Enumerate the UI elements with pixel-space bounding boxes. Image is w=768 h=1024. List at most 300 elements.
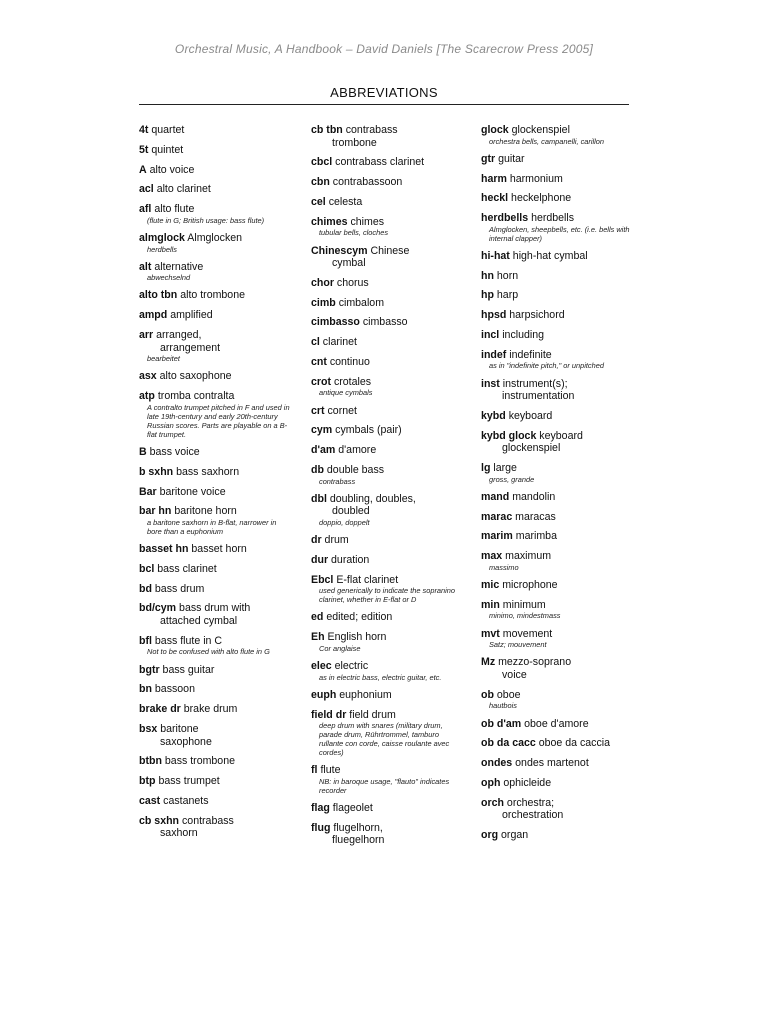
abbreviation-entry — [481, 599, 633, 621]
abbreviation-entry — [481, 757, 633, 770]
abbreviation-definition: brake drum — [183, 703, 238, 716]
abbreviation-term: incl — [481, 329, 500, 342]
entry-line — [139, 543, 291, 556]
usage-note: abwechselnd — [147, 273, 191, 283]
abbreviation-definition: microphone — [502, 579, 558, 592]
abbreviation-definition: glockenspiel — [511, 124, 570, 136]
abbreviation-entry — [311, 336, 463, 349]
definition-continuation: instrumentation — [502, 390, 575, 403]
entry-line — [139, 124, 291, 137]
abbreviation-entry — [311, 176, 463, 189]
entry-line — [481, 124, 633, 137]
abbreviation-term: cast — [139, 794, 161, 807]
usage-note: orchestra bells, campanelli, carillon — [489, 136, 605, 146]
entry-line — [311, 554, 463, 567]
abbreviation-entry — [311, 277, 463, 290]
abbreviation-term: bcl — [139, 562, 155, 575]
abbreviation-entry — [481, 124, 633, 146]
abbreviation-entry — [481, 689, 633, 711]
abbreviation-term: elec — [311, 659, 332, 672]
abbreviation-entry — [311, 709, 463, 758]
abbreviation-entry — [311, 493, 463, 527]
entry-line — [481, 270, 633, 283]
abbreviation-definition: keyboard — [508, 409, 553, 422]
abbreviation-definition: flageolet — [332, 802, 373, 815]
abbreviation-term: b sxhn — [139, 465, 174, 478]
abbreviation-term: dr — [311, 534, 322, 547]
abbreviation-definition: alto clarinet — [156, 183, 211, 196]
abbreviation-term: gtr — [481, 152, 496, 165]
entry-line — [311, 277, 463, 290]
abbreviation-entry — [311, 316, 463, 329]
abbreviation-definition: field drum — [349, 708, 396, 721]
abbreviation-term: euph — [311, 688, 337, 701]
entry-line — [139, 289, 291, 302]
abbreviation-term: crot — [311, 375, 332, 388]
entry-line — [311, 802, 463, 815]
abbreviation-definition: bass drum — [154, 582, 205, 595]
abbreviation-definition: harp — [496, 289, 519, 302]
abbreviation-definition: indefinite — [509, 348, 552, 361]
abbreviation-definition: mezzo-soprano — [498, 656, 572, 669]
entry-line — [481, 250, 633, 263]
abbreviation-entry — [311, 245, 463, 270]
abbreviation-term: mvt — [481, 627, 500, 640]
abbreviation-definition: guitar — [498, 152, 525, 165]
abbreviation-entry — [311, 156, 463, 169]
abbreviation-entry — [481, 153, 633, 166]
abbreviation-term: hp — [481, 289, 494, 302]
abbreviation-term: bar hn — [139, 505, 172, 518]
entry-line — [481, 718, 633, 731]
abbreviation-entry — [139, 232, 291, 254]
abbreviation-definition: castanets — [163, 794, 209, 807]
abbreviation-entry — [139, 144, 291, 157]
abbreviation-entry — [139, 635, 291, 657]
abbreviation-entry — [139, 289, 291, 302]
abbreviation-column-2 — [311, 124, 463, 854]
entry-line — [311, 689, 463, 702]
abbreviation-definition: heckelphone — [511, 192, 572, 205]
abbreviation-definition: horn — [496, 269, 519, 282]
abbreviation-entry — [139, 124, 291, 137]
abbreviation-entry — [311, 444, 463, 457]
abbreviation-entry — [481, 579, 633, 592]
abbreviation-definition: English horn — [327, 631, 387, 644]
abbreviation-definition: double bass — [326, 463, 385, 476]
abbreviation-entry — [311, 124, 463, 149]
abbreviation-term: db — [311, 463, 324, 476]
abbreviation-definition: including — [502, 329, 545, 342]
abbreviation-term: kybd — [481, 409, 506, 422]
abbreviation-entry — [481, 270, 633, 283]
abbreviation-entry — [139, 775, 291, 788]
abbreviation-term: Mz — [481, 656, 496, 669]
abbreviation-entry — [139, 755, 291, 768]
abbreviation-term: bsx — [139, 722, 158, 735]
abbreviation-term: btbn — [139, 755, 162, 768]
page-title: ABBREVIATIONS — [330, 85, 438, 100]
entry-line — [481, 430, 633, 443]
abbreviation-definition: amplified — [170, 309, 213, 322]
abbreviation-entry — [481, 329, 633, 342]
usage-note: Almglocken, sheepbells, etc. (i.e. bells with internal clapper) — [489, 224, 630, 243]
usage-note: as in electric bass, electric guitar, etc. — [319, 672, 442, 682]
entry-line — [481, 599, 633, 612]
abbreviation-term: marac — [481, 510, 513, 523]
entry-line — [139, 815, 291, 828]
abbreviation-term: bgtr — [139, 663, 160, 676]
abbreviation-term: A — [139, 163, 147, 176]
abbreviation-definition: alto saxophone — [159, 370, 232, 383]
entry-line — [311, 444, 463, 457]
abbreviation-entry — [481, 628, 633, 650]
abbreviation-term: hi-hat — [481, 249, 510, 262]
abbreviation-entry — [481, 289, 633, 302]
entry-line — [139, 309, 291, 322]
abbreviation-term: afl — [139, 203, 152, 216]
abbreviation-entry — [481, 173, 633, 186]
abbreviation-definition: contrabassoon — [332, 176, 403, 189]
entry-line — [139, 486, 291, 499]
abbreviation-entry — [311, 631, 463, 653]
abbreviation-definition: alto voice — [149, 163, 195, 176]
abbreviation-definition: d'amore — [338, 444, 377, 457]
abbreviation-definition: minimum — [502, 598, 546, 611]
abbreviation-term: asx — [139, 370, 157, 383]
abbreviation-entry — [139, 664, 291, 677]
abbreviation-definition: harpsichord — [509, 309, 565, 322]
abbreviation-entry — [481, 737, 633, 750]
abbreviation-definition: euphonium — [339, 688, 392, 701]
abbreviation-definition: E-flat clarinet — [336, 573, 399, 586]
abbreviation-entry — [139, 329, 291, 363]
usage-note: Cor anglaise — [319, 643, 361, 653]
entry-line — [139, 183, 291, 196]
entry-line — [311, 216, 463, 229]
abbreviation-term: Bar — [139, 485, 157, 498]
abbreviation-definition: crotales — [333, 375, 372, 388]
abbreviation-definition: bass trombone — [164, 755, 235, 768]
abbreviation-entry — [311, 611, 463, 624]
abbreviation-entry — [139, 370, 291, 383]
abbreviation-entry — [139, 723, 291, 748]
entry-line — [311, 660, 463, 673]
abbreviation-definition: maximum — [505, 550, 552, 563]
abbreviation-entry — [311, 534, 463, 547]
abbreviation-definition: electric — [334, 659, 369, 672]
abbreviation-term: cym — [311, 424, 333, 437]
definition-continuation: fluegelhorn — [332, 834, 385, 847]
definition-continuation: orchestration — [502, 809, 564, 822]
abbreviation-definition: instrument(s); — [502, 377, 568, 390]
abbreviation-definition: contrabass clarinet — [335, 156, 425, 169]
abbreviation-definition: oboe da caccia — [538, 737, 610, 750]
abbreviation-entry — [139, 183, 291, 196]
usage-note: herdbells — [147, 244, 177, 254]
abbreviation-term: indef — [481, 348, 507, 361]
abbreviation-entry — [139, 543, 291, 556]
abbreviation-term: ob — [481, 688, 494, 701]
abbreviation-entry — [481, 309, 633, 322]
abbreviation-entry — [311, 464, 463, 486]
entry-line — [311, 124, 463, 137]
abbreviation-definition: basset horn — [191, 543, 247, 556]
abbreviation-term: ondes — [481, 757, 513, 770]
abbreviation-definition: herdbells — [531, 212, 575, 225]
abbreviation-definition: tromba contralta — [157, 390, 235, 403]
usage-note: contrabass — [319, 476, 356, 486]
usage-note: Satz; mouvement — [489, 640, 547, 650]
entry-line — [139, 795, 291, 808]
abbreviation-term: 4t — [139, 124, 149, 136]
entry-line — [481, 192, 633, 205]
usage-note: Not to be confused with alto flute in G — [147, 647, 270, 657]
definition-continuation: arrangement — [160, 341, 221, 354]
abbreviation-definition: duration — [331, 553, 370, 566]
abbreviation-term: oph — [481, 776, 501, 789]
abbreviation-term: cimb — [311, 296, 336, 309]
abbreviation-entry — [481, 491, 633, 504]
entry-line — [311, 764, 463, 777]
abbreviation-definition: flute — [320, 764, 341, 777]
entry-line — [311, 405, 463, 418]
abbreviation-term: ed — [311, 611, 324, 624]
entry-line — [481, 530, 633, 543]
abbreviation-entry — [139, 164, 291, 177]
entry-line — [139, 505, 291, 518]
entry-line — [481, 737, 633, 750]
abbreviation-entry — [311, 822, 463, 847]
usage-note: bearbeitet — [147, 354, 180, 364]
entry-line — [139, 390, 291, 403]
abbreviation-definition: edited; edition — [326, 611, 393, 624]
entry-line — [311, 245, 463, 258]
entry-line — [481, 829, 633, 842]
entry-line — [481, 309, 633, 322]
entry-line — [311, 822, 463, 835]
entry-line — [139, 232, 291, 245]
abbreviation-definition: quartet — [151, 124, 185, 136]
abbreviation-term: ob da cacc — [481, 737, 536, 750]
abbreviation-term: almglock — [139, 231, 185, 244]
abbreviation-term: cb tbn — [311, 124, 343, 136]
entry-line — [481, 349, 633, 362]
abbreviation-term: crt — [311, 404, 325, 417]
definition-continuation: doubled — [332, 505, 370, 518]
definition-continuation: cymbal — [332, 257, 366, 270]
abbreviation-definition: bass drum with — [179, 602, 251, 615]
abbreviation-entry — [139, 602, 291, 627]
abbreviation-term: bn — [139, 683, 152, 696]
abbreviation-definition: bass voice — [149, 445, 200, 458]
entry-line — [311, 424, 463, 437]
entry-line — [311, 316, 463, 329]
abbreviation-entry — [311, 405, 463, 418]
entry-line — [481, 212, 633, 225]
title-rule — [139, 104, 629, 105]
abbreviation-term: bd/cym — [139, 602, 177, 615]
abbreviation-definition: ophicleide — [503, 776, 552, 789]
abbreviation-term: alt — [139, 260, 152, 273]
abbreviation-term: fl — [311, 764, 318, 777]
abbreviation-entry — [139, 563, 291, 576]
abbreviation-term: bd — [139, 582, 152, 595]
abbreviation-term: hpsd — [481, 309, 507, 322]
abbreviation-definition: quintet — [151, 143, 184, 156]
entry-line — [481, 628, 633, 641]
entry-line — [481, 757, 633, 770]
entry-line — [311, 534, 463, 547]
abbreviation-entry — [139, 446, 291, 459]
abbreviation-definition: cimbasso — [362, 316, 408, 329]
entry-line — [139, 723, 291, 736]
abbreviation-entry — [139, 390, 291, 439]
usage-note: NB: in baroque usage, "flauto" indicates recorder — [319, 776, 450, 795]
usage-note: minimo, mindestmass — [489, 611, 561, 621]
entry-line — [139, 164, 291, 177]
entry-line — [311, 611, 463, 624]
abbreviation-term: Ebcl — [311, 573, 334, 586]
abbreviation-entry — [481, 511, 633, 524]
abbreviation-entry — [311, 376, 463, 398]
abbreviation-definition: movement — [502, 627, 553, 640]
usage-note: hautbois — [489, 701, 517, 711]
definition-continuation: glockenspiel — [502, 442, 561, 455]
abbreviation-term: brake dr — [139, 703, 181, 716]
entry-line — [311, 336, 463, 349]
entry-line — [311, 196, 463, 209]
abbreviation-entry — [311, 574, 463, 605]
abbreviation-entry — [481, 777, 633, 790]
abbreviation-entry — [139, 309, 291, 322]
entry-line — [139, 683, 291, 696]
entry-line — [481, 289, 633, 302]
abbreviation-definition: baritone horn — [174, 505, 237, 518]
entry-line — [481, 656, 633, 669]
usage-note: as in "indefinite pitch," or unpitched — [489, 361, 604, 371]
entry-line — [481, 378, 633, 391]
abbreviation-definition: high-hat cymbal — [512, 249, 588, 262]
entry-line — [481, 579, 633, 592]
entry-line — [311, 297, 463, 310]
abbreviation-entry — [481, 462, 633, 484]
abbreviation-definition: continuo — [329, 356, 370, 368]
abbreviation-definition: bass trumpet — [158, 775, 220, 788]
abbreviation-entry — [139, 466, 291, 479]
entry-line — [481, 462, 633, 475]
entry-line — [139, 583, 291, 596]
abbreviation-definition: alto flute — [154, 203, 195, 216]
abbreviation-definition: Chinese — [370, 244, 410, 257]
entry-line — [481, 153, 633, 166]
abbreviation-entry — [139, 683, 291, 696]
usage-note: used generically to indicate the sopranino clarinet, whether in E-flat or D — [319, 586, 455, 605]
entry-line — [481, 491, 633, 504]
abbreviation-term: d'am — [311, 444, 336, 457]
abbreviation-definition: ondes martenot — [515, 757, 589, 770]
abbreviation-term: hn — [481, 269, 494, 282]
abbreviation-entry — [139, 505, 291, 536]
abbreviation-term: cb sxhn — [139, 814, 180, 827]
abbreviation-entry — [311, 689, 463, 702]
entry-line — [481, 797, 633, 810]
abbreviation-term: acl — [139, 183, 154, 196]
abbreviation-entry — [311, 802, 463, 815]
entry-line — [481, 511, 633, 524]
abbreviation-definition: harmonium — [509, 172, 563, 185]
usage-note: A contralto trumpet pitched in F and used in late 19th-century and early 20th-century Russian scores. Parts are playable on a B-flat trumpet. — [147, 402, 290, 439]
abbreviation-term: min — [481, 598, 500, 611]
abbreviation-entry — [481, 192, 633, 205]
entry-line — [139, 635, 291, 648]
definition-continuation: trombone — [332, 136, 377, 149]
abbreviation-column-3 — [481, 124, 633, 849]
abbreviation-entry — [139, 703, 291, 716]
abbreviation-definition: maracas — [515, 510, 556, 523]
abbreviation-definition: baritone — [160, 722, 199, 735]
abbreviation-term: cbcl — [311, 156, 333, 169]
abbreviation-entry — [481, 410, 633, 423]
abbreviation-definition: mandolin — [512, 490, 556, 503]
abbreviation-entry — [311, 554, 463, 567]
abbreviation-term: dur — [311, 553, 329, 566]
abbreviation-term: 5t — [139, 143, 149, 156]
abbreviation-entry — [481, 430, 633, 455]
definition-continuation: voice — [502, 668, 527, 681]
abbreviation-definition: bass clarinet — [157, 562, 217, 575]
abbreviation-definition: alternative — [154, 260, 204, 273]
abbreviation-entry — [481, 797, 633, 822]
abbreviation-term: B — [139, 445, 147, 458]
abbreviation-definition: chimes — [350, 215, 385, 228]
abbreviation-entry — [481, 212, 633, 243]
abbreviation-entry — [139, 486, 291, 499]
abbreviation-entry — [311, 356, 463, 369]
abbreviation-definition: keyboard — [539, 429, 583, 442]
abbreviation-term: cimbasso — [311, 316, 360, 329]
entry-line — [311, 631, 463, 644]
abbreviation-definition: bass saxhorn — [176, 465, 240, 478]
usage-note: massimo — [489, 562, 519, 572]
abbreviation-definition: flugelhorn, — [333, 821, 383, 834]
abbreviation-term: max — [481, 550, 503, 563]
abbreviation-entry — [311, 196, 463, 209]
abbreviation-term: herdbells — [481, 212, 529, 225]
abbreviation-definition: celesta — [328, 195, 363, 208]
abbreviation-term: field dr — [311, 708, 347, 721]
abbreviation-definition: contrabass — [345, 124, 398, 136]
abbreviation-term: chor — [311, 276, 334, 289]
entry-line — [311, 176, 463, 189]
abbreviation-entry — [481, 550, 633, 572]
entry-line — [481, 550, 633, 563]
entry-line — [481, 689, 633, 702]
entry-line — [139, 203, 291, 216]
abbreviation-column-1 — [139, 124, 291, 847]
usage-note: a baritone saxhorn in B-flat, narrower in bore than a euphonium — [147, 517, 277, 536]
abbreviation-definition: large — [493, 462, 517, 475]
abbreviation-definition: bassoon — [154, 683, 195, 696]
definition-continuation: attached cymbal — [160, 615, 238, 628]
usage-note: doppio, doppelt — [319, 517, 370, 527]
abbreviation-term: mand — [481, 490, 510, 503]
usage-note: (flute in G; British usage: bass flute) — [147, 215, 265, 225]
abbreviation-term: kybd glock — [481, 429, 537, 442]
abbreviation-term: cel — [311, 195, 326, 208]
entry-line — [311, 493, 463, 506]
abbreviation-entry — [481, 250, 633, 263]
